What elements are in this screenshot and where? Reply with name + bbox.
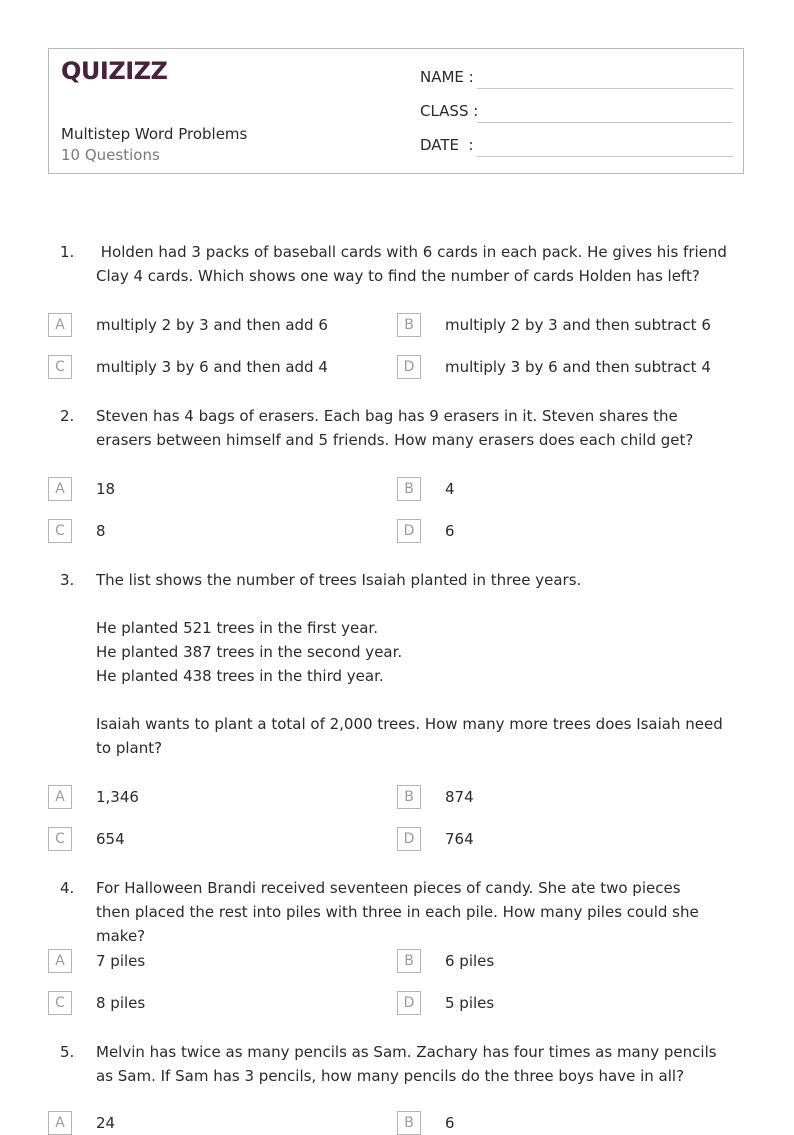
name-field[interactable] <box>420 68 733 90</box>
option-text: 8 <box>96 522 106 540</box>
question-number: 2. <box>60 407 75 425</box>
question-text <box>96 240 748 288</box>
option-text: 654 <box>96 830 125 848</box>
question-text-line: Steven has 4 bags of erasers. Each bag has 9 erasers in it. Steven shares the erasers between himself and 5 friends. How many erasers does each child get? <box>96 407 694 449</box>
option-text: 24 <box>96 1114 116 1132</box>
option-text: 6 <box>445 1114 455 1132</box>
option-letter: D <box>397 355 421 379</box>
date-line[interactable] <box>477 156 733 157</box>
option-text: multiply 3 by 6 and then subtract 4 <box>445 358 711 376</box>
question-number: 1. <box>60 243 75 261</box>
option-letter: A <box>48 477 72 501</box>
option-text: 1,346 <box>96 788 139 806</box>
option-text: 6 piles <box>445 952 495 970</box>
question-number: 3. <box>60 571 75 589</box>
question-text-line: Melvin has twice as many pencils as Sam. Zachary has four times as many pencils as Sam. If Sam has 3 pencils, how many pencils do the three boys have in all? <box>96 1043 717 1085</box>
name-line[interactable] <box>477 88 733 89</box>
class-label: CLASS : <box>420 102 479 120</box>
option-letter: B <box>397 477 421 501</box>
question-text-line: For Halloween Brandi received seventeen pieces of candy. She ate two pieces then placed the rest into piles with three in each pile. How many piles could she make? <box>96 879 699 945</box>
question-list-line: He planted 387 trees in the second year. <box>96 643 403 661</box>
question-count: 10 Questions <box>61 146 160 164</box>
question-text <box>96 404 726 452</box>
option-letter: A <box>48 949 72 973</box>
option-text: 874 <box>445 788 474 806</box>
option-letter: C <box>48 991 72 1015</box>
worksheet-header <box>48 48 744 174</box>
option-text: multiply 3 by 6 and then add 4 <box>96 358 328 376</box>
option-letter: B <box>397 949 421 973</box>
question-text <box>96 1040 726 1088</box>
option-text: 7 piles <box>96 952 146 970</box>
question-number: 5. <box>60 1043 75 1061</box>
date-field[interactable] <box>420 136 733 158</box>
quizizz-logo: QUIZIZZ <box>61 57 168 85</box>
question-text <box>96 568 736 760</box>
question-number: 4. <box>60 879 75 897</box>
option-letter: D <box>397 519 421 543</box>
option-letter: A <box>48 1111 72 1135</box>
option-letter: B <box>397 313 421 337</box>
option-text: 5 piles <box>445 994 495 1012</box>
class-line[interactable] <box>477 122 733 123</box>
option-text: 764 <box>445 830 474 848</box>
option-letter: C <box>48 355 72 379</box>
option-letter: B <box>397 1111 421 1135</box>
date-label: DATE : <box>420 136 474 154</box>
option-text: 6 <box>445 522 455 540</box>
option-letter: A <box>48 785 72 809</box>
question-text <box>96 876 716 948</box>
worksheet-title: Multistep Word Problems <box>61 125 248 143</box>
option-letter: B <box>397 785 421 809</box>
option-text: 18 <box>96 480 116 498</box>
option-letter: C <box>48 827 72 851</box>
question-list-line: He planted 521 trees in the first year. <box>96 619 378 637</box>
name-label: NAME : <box>420 68 474 86</box>
question-text-line: Holden had 3 packs of baseball cards with 6 cards in each pack. He gives his friend Clay 4 cards. Which shows one way to find the number of cards Holden has left? <box>96 243 732 285</box>
option-letter: D <box>397 827 421 851</box>
question-list-line: He planted 438 trees in the third year. <box>96 667 384 685</box>
question-text-line: The list shows the number of trees Isaiah planted in three years. <box>96 571 582 589</box>
option-text: multiply 2 by 3 and then subtract 6 <box>445 316 711 334</box>
option-text: multiply 2 by 3 and then add 6 <box>96 316 328 334</box>
option-letter: A <box>48 313 72 337</box>
option-text: 4 <box>445 480 455 498</box>
option-letter: C <box>48 519 72 543</box>
option-letter: D <box>397 991 421 1015</box>
class-field[interactable] <box>420 102 733 124</box>
option-text: 8 piles <box>96 994 146 1012</box>
question-text-line: Isaiah wants to plant a total of 2,000 trees. How many more trees does Isaiah need to plant? <box>96 715 723 757</box>
